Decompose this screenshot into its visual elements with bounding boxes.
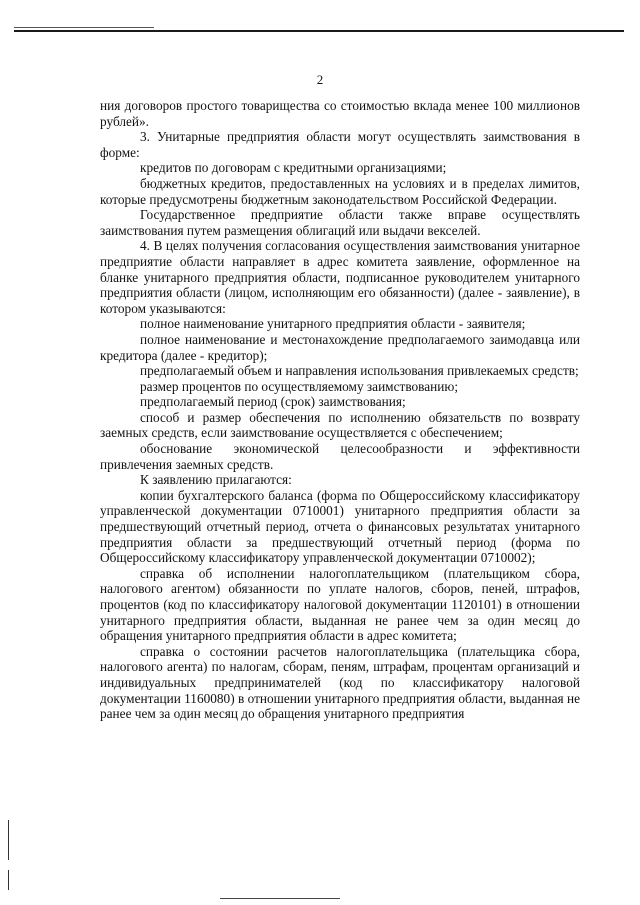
page-number: 2 <box>316 72 324 87</box>
scan-artifact-line <box>14 27 154 28</box>
paragraph: 3. Унитарные предприятия области могут осуществлять заимствования в форме: <box>100 129 580 160</box>
paragraph: кредитов по договорам с кредитными организациями; <box>140 160 447 176</box>
paragraph: Государственное предприятие области также вправе осуществлять заимствования путем размещения облигаций или выдачи векселей. <box>100 207 580 238</box>
paragraph: предполагаемый период (срок) заимствования; <box>140 394 406 410</box>
scan-edge-mark <box>8 820 9 860</box>
paragraph: полное наименование и местонахождение предполагаемого заимодавца или кредитора (далее - кредитор); <box>100 331 580 363</box>
paragraph: справка о состоянии расчетов налогоплательщика (плательщика сбора, налогового агента) по налогам, сборам, пеням, штрафам, процентам организаций и индивидуальных предпринимателей (код по классификатору налоговой документации 1160080) в отношении унитарного предприятия области, выданная не ранее чем за один месяц до обращения унитарного предприятия <box>100 643 580 722</box>
paragraph: обоснование экономической целесообразности и эффективности привлечения заемных средств. <box>100 441 580 472</box>
scan-edge-mark <box>8 870 9 890</box>
paragraph: размер процентов по осуществляемому заимствованию; <box>140 378 459 394</box>
paragraph: справка об исполнении налогоплательщиком (плательщиком сбора, налогового агентом) обязанности по уплате налогов, сборов, пеней, штрафов, процентов (код по классификатору налоговой документации 1120101) в отношении унитарного предприятия области, выданная не ранее чем за один месяц до обращения унитарного предприятия области в адрес комитета; <box>100 565 580 644</box>
paragraph: 4. В целях получения согласования осуществления заимствования унитарное предприятие области направляет в адрес комитета заявление, оформленное на бланке унитарного предприятия области, подписанное руководителем унитарного предприятия области (лицом, исполняющим его обязанности) (далее - заявление), в котором указываются: <box>100 238 580 316</box>
document-body <box>100 98 580 722</box>
scan-bottom-mark <box>220 898 340 899</box>
scan-top-border <box>14 30 624 32</box>
paragraph: предполагаемый объем и направления использования привлекаемых средств; <box>140 363 579 379</box>
paragraph: способ и размер обеспечения по исполнению обязательств по возврату заемных средств, если заимствование осуществляется с обеспечением; <box>100 409 580 441</box>
paragraph: полное наименование унитарного предприятия области - заявителя; <box>140 316 526 332</box>
paragraph: копии бухгалтерского баланса (форма по Общероссийскому классификатору управленческой документации 0710001) унитарного предприятия области за предшествующий отчетный период, отчета о финансовых результатах унитарного предприятия области за предшествующий отчетный период (форма по Общероссийскому классификатору управленческой документации 0710002); <box>100 487 580 566</box>
paragraph: ния договоров простого товарищества со стоимостью вклада менее 100 миллионов рублей». <box>100 98 580 129</box>
paragraph: бюджетных кредитов, предоставленных на условиях и в пределах лимитов, которые предусмотрены бюджетным законодательством Российской Федерации. <box>100 175 580 207</box>
paragraph: К заявлению прилагаются: <box>140 472 292 488</box>
